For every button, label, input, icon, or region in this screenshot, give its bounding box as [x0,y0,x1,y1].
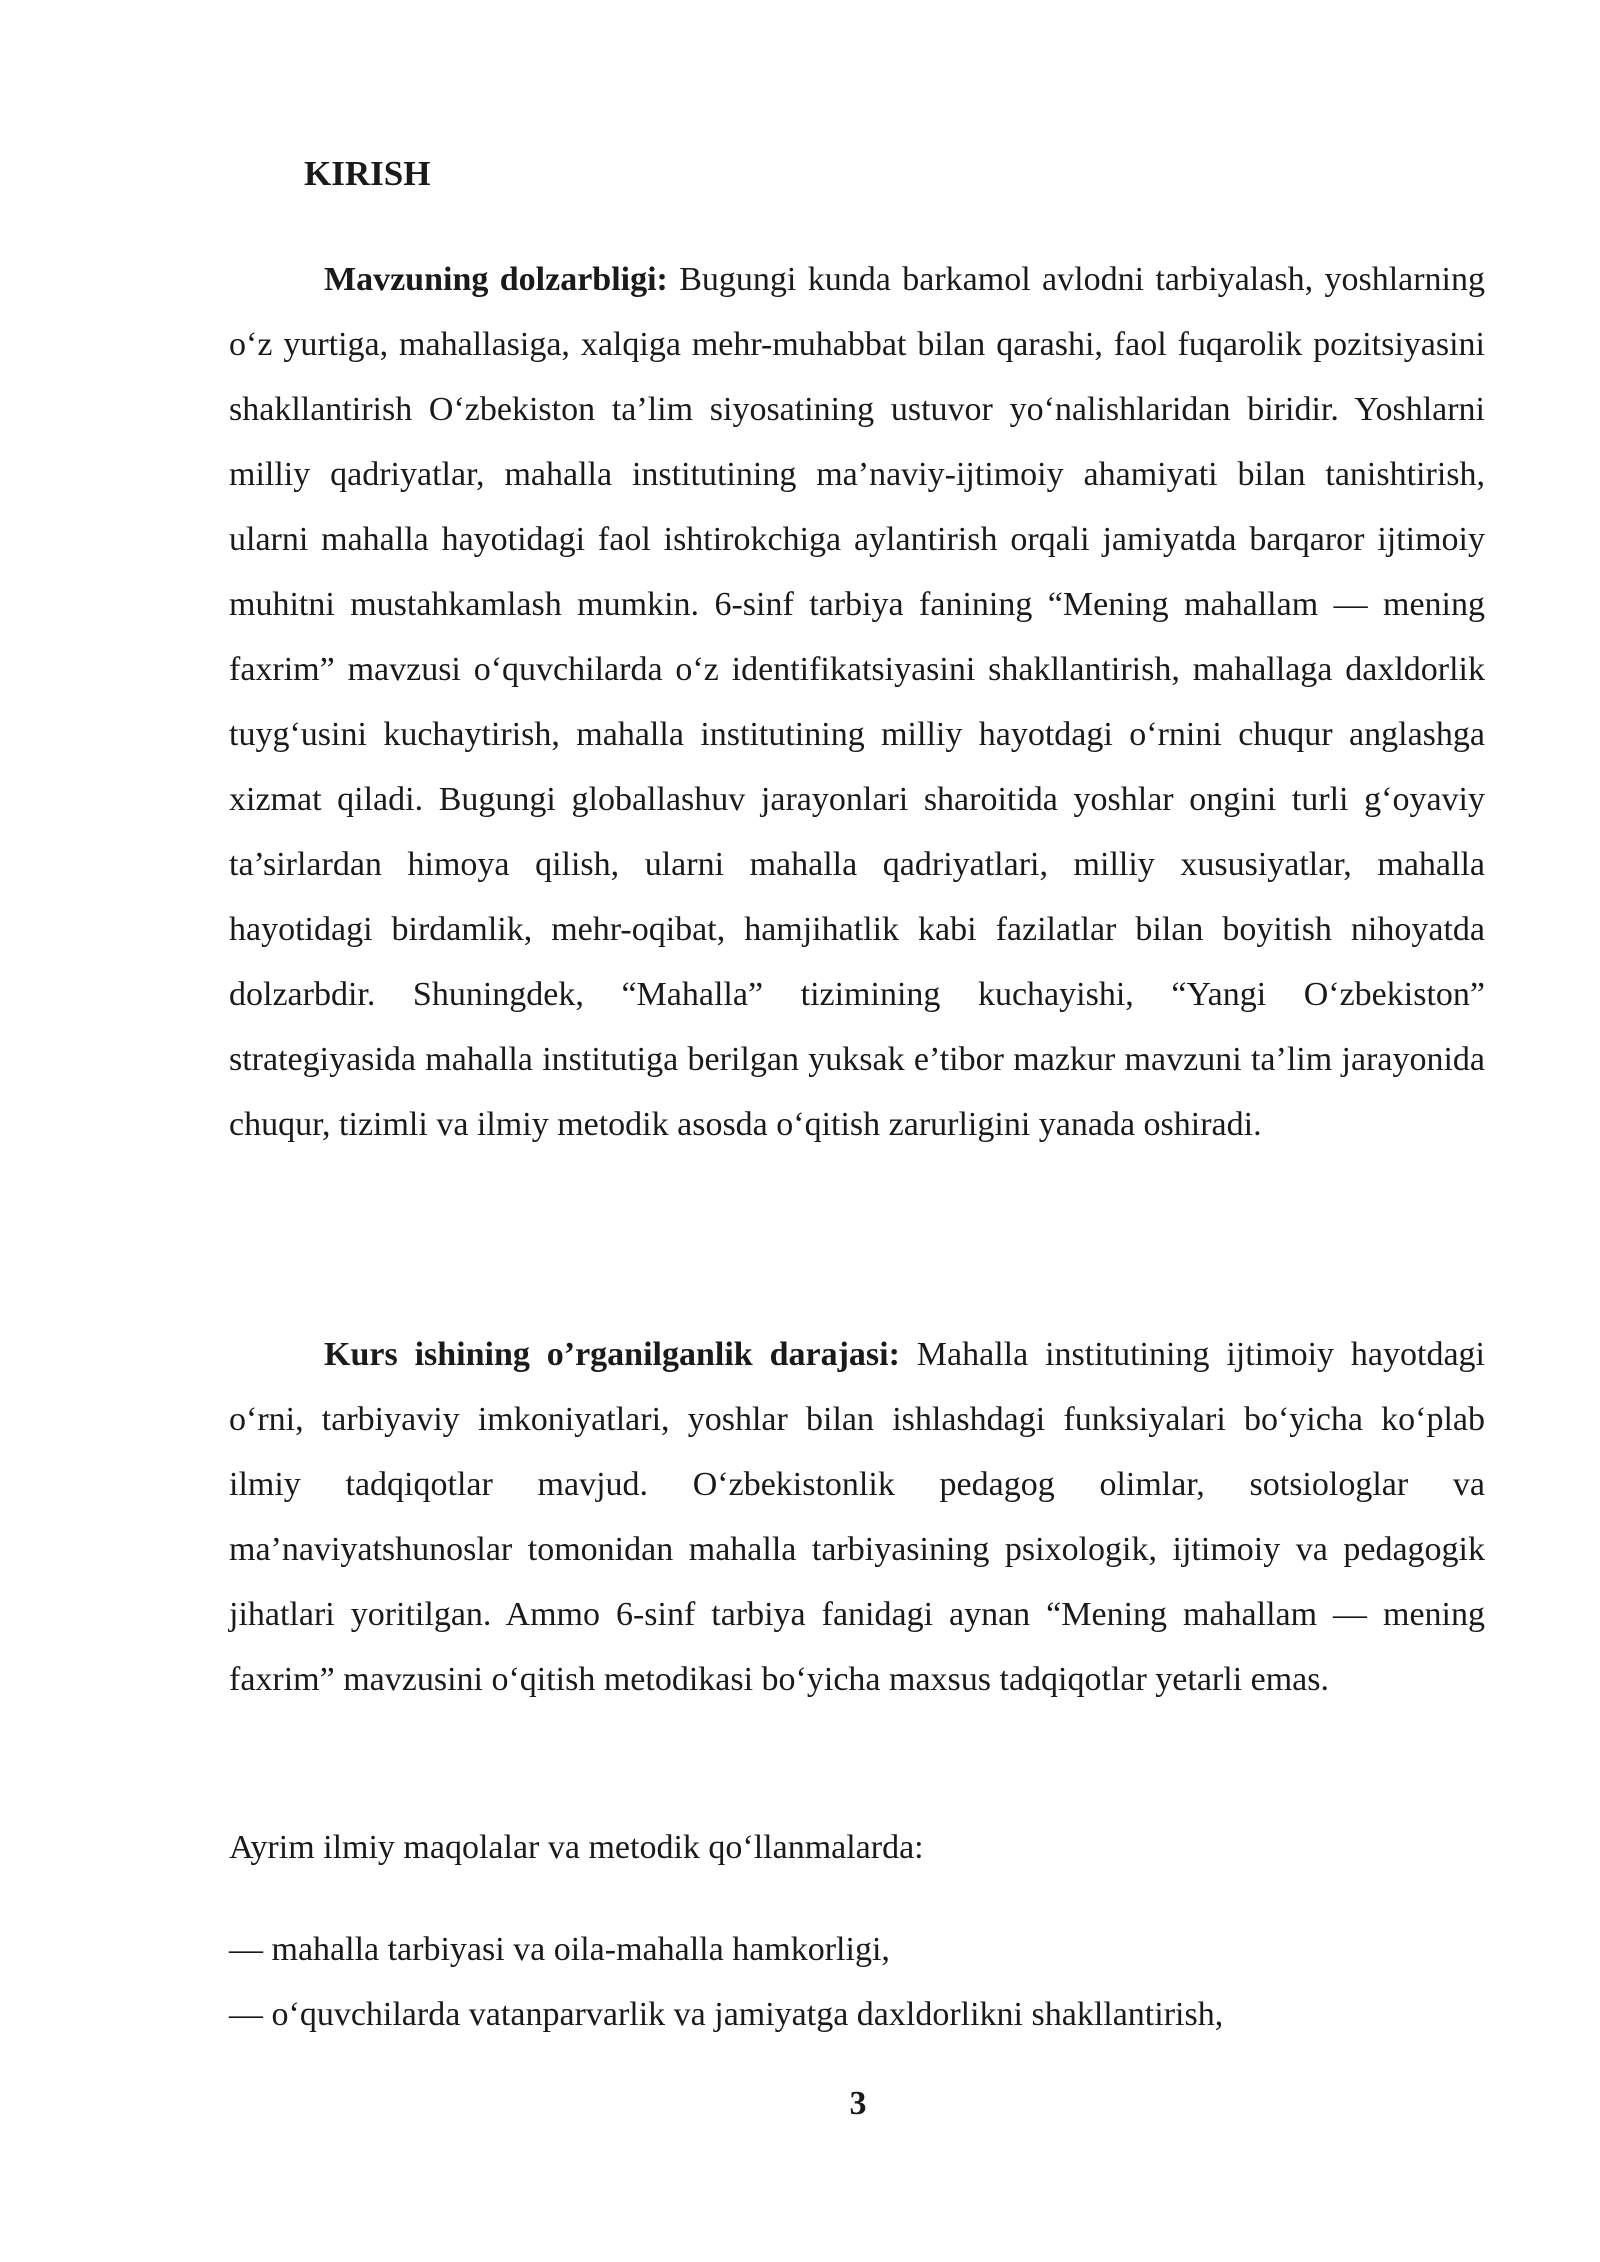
paragraph-text-study-level: Mahalla institutining ijtimoiy hayotdagi o‘rni, tarbiyaviy imkoniyatlari, yoshlar bilan ishlashdagi funksiyalari bo‘yicha ko‘plab ilmiy tadqiqotlar mavjud. O‘zbekistonlik pedagog olimlar, sotsiologlar va ma’naviyatshunoslar tomonidan mahalla tarbiyasining psixologik, ijtimoiy va pedagogik jihatlari yoritilgan. Ammo 6-sinf tarbiya fanidagi aynan “Mening mahallam — mening faxrim” mavzusini o‘qitish metodikasi bo‘yicha maxsus tadqiqotlar yetarli emas. [229,1336,1485,1698]
paragraph-relevance [229,247,1485,1157]
page-number: 3 [849,2085,867,2122]
list-item: — o‘quvchilarda vatanparvarlik va jamiyatga daxldorlikni shakllantirish, [229,1996,1224,2033]
paragraph-lead-relevance: Mavzuning dolzarbligi: [324,261,668,298]
paragraph-lead-study-level: Kurs ishining o’rganilganlik darajasi: [324,1336,900,1373]
section-heading: KIRISH [304,154,431,193]
paragraph-text-relevance: Bugungi kunda barkamol avlodni tarbiyalash, yoshlarning o‘z yurtiga, mahallasiga, xalqiga mehr-muhabbat bilan qarashi, faol fuqarolik pozitsiyasini shakllantirish O‘zbekiston ta’lim siyosatining ustuvor yo‘nalishlaridan biridir. Yoshlarni milliy qadriyatlar, mahalla institutining ma’naviy-ijtimoiy ahamiyati bilan tanishtirish, ularni mahalla hayotidagi faol ishtirokchiga aylantirish orqali jamiyatda barqaror ijtimoiy muhitni mustahkamlash mumkin. 6-sinf tarbiya fanining “Mening mahallam — mening faxrim” mavzusi o‘quvchilarda o‘z identifikatsiyasini shakllantirish, mahallaga daxldorlik tuyg‘usini kuchaytirish, mahalla institutining milliy hayotdagi o‘rnini chuqur anglashga xizmat qiladi. Bugungi globallashuv jarayonlari sharoitida yoshlar ongini turli g‘oyaviy ta’sirlardan himoya qilish, ularni mahalla qadriyatlari, milliy xususiyatlar, mahalla hayotidagi birdamlik, mehr-oqibat, hamjihatlik kabi fazilatlar bilan boyitish nihoyatda dolzarbdir. Shuningdek, “Mahalla” tizimining kuchayishi, “Yangi O‘zbekiston” strategiyasida mahalla institutiga berilgan yuksak e’tibor mazkur mavzuni ta’lim jarayonida chuqur, tizimli va ilmiy metodik asosda o‘qitish zarurligini yanada oshiradi. [229,261,1485,1143]
bullet-list [229,1917,1485,2047]
list-item: — mahalla tarbiyasi va oila-mahalla hamkorligi, [229,1931,890,1968]
intro-line: Ayrim ilmiy maqolalar va metodik qo‘llanmalarda: [229,1829,924,1866]
paragraph-study-level [229,1322,1485,1712]
